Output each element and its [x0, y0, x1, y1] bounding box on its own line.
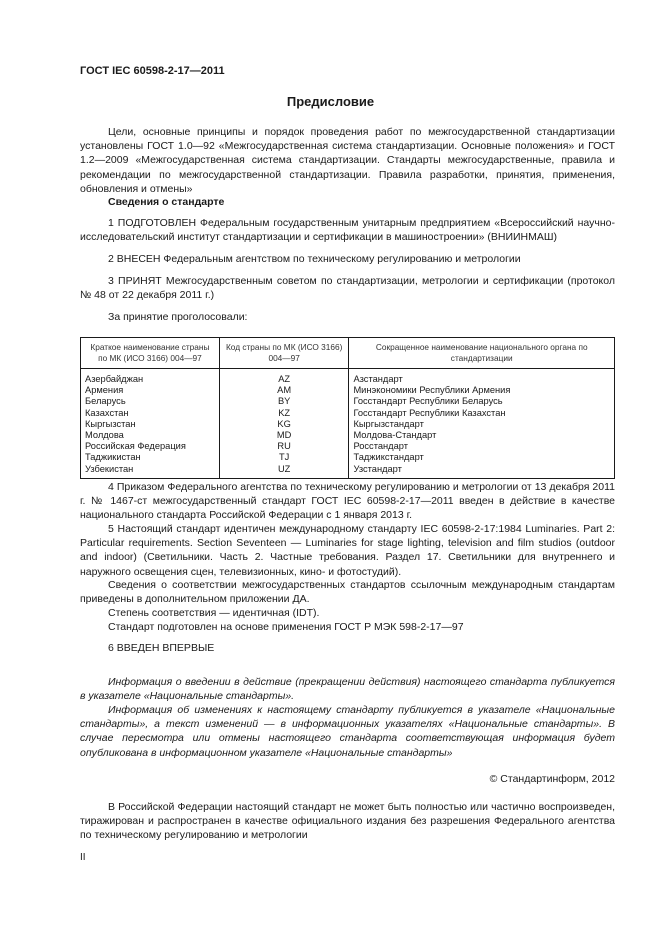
table-row [81, 408, 615, 419]
standards-body: Росстандарт [349, 441, 615, 452]
country-name: Азербайджан [81, 369, 220, 386]
header-country: Краткое наименование страны по МК (ИСО 3166) 004—97 [81, 338, 220, 369]
country-name: Кыргызстан [81, 419, 220, 430]
standards-body: Кыргызстандарт [349, 419, 615, 430]
item-3: 3 ПРИНЯТ Межгосударственным советом по стандартизации, метрологии и сертификации (протокол № 48 от 22 декабря 2011 г.) [80, 275, 615, 302]
country-name: Молдова [81, 430, 220, 441]
table-row [81, 441, 615, 452]
header-body: Сокращенное наименование национального органа по стандартизации [349, 338, 615, 369]
standards-body: Таджикстандарт [349, 452, 615, 463]
item-2: 2 ВНЕСЕН Федеральным агентством по техническому регулированию и метрологии [108, 253, 521, 265]
standards-body: Узстандарт [349, 464, 615, 479]
table-row [81, 464, 615, 479]
rights-notice: В Российской Федерации настоящий стандарт не может быть полностью или частично воспроизведен, тиражирован и распространен в качестве официального издания без разрешения Федерального агентства по техническому регулированию и метрологии [80, 801, 615, 842]
country-name: Таджикистан [81, 452, 220, 463]
country-code: UZ [219, 464, 349, 479]
notice-changes: Информация об изменениях к настоящему стандарту публикуется в указателе «Национальные стандарты», а текст изменений — в информационных указателях «Национальные стандарты». В случае пересмотра или отмены настоящего стандарта соответствующая информация будет опубликована в информационном указателе «Национальные стандарты» [80, 704, 615, 759]
table-header-row [81, 338, 615, 369]
country-code: AM [219, 385, 349, 396]
document-code: ГОСТ IEC 60598-2-17—2011 [80, 65, 225, 77]
item-5-references: Сведения о соответствии межгосударственных стандартов ссылочным международным стандартам приведены в дополнительном приложении ДА. [80, 579, 615, 606]
table-row [81, 419, 615, 430]
standards-body: Госстандарт Республики Казахстан [349, 408, 615, 419]
page-number: II [80, 852, 86, 863]
country-name: Армения [81, 385, 220, 396]
item-1: 1 ПОДГОТОВЛЕН Федеральным государственным унитарным предприятием «Всероссийский научно-исследовательский институт стандартизации и сертификации в машиностроении» (ВНИИНМАШ) [80, 217, 615, 244]
intro-paragraph: Цели, основные принципы и порядок проведения работ по межгосударственной стандартизации установлены ГОСТ 1.0—92 «Межгосударственная система стандартизации. Основные положения» и ГОСТ 1.2—2009 «Межгосударственная система стандартизации. Стандарты межгосударственные, правила и рекомендации по межгосударственной стандартизации. Правила разработки, принятия, применения, обновления и отмены» [80, 126, 615, 195]
table-row [81, 369, 615, 386]
standards-body: Госстандарт Республики Беларусь [349, 396, 615, 407]
country-name: Российская Федерация [81, 441, 220, 452]
item-6: 6 ВВЕДЕН ВПЕРВЫЕ [108, 642, 215, 654]
table-row [81, 452, 615, 463]
country-code: AZ [219, 369, 349, 386]
notice-introduction: Информация о введении в действие (прекращении действия) настоящего стандарта публикуется в указателе «Национальные стандарты». [80, 676, 615, 703]
header-code: Код страны по МК (ИСО 3166) 004—97 [219, 338, 349, 369]
country-name: Казахстан [81, 408, 220, 419]
table-row [81, 396, 615, 407]
standards-body: Азстандарт [349, 369, 615, 386]
country-code: KZ [219, 408, 349, 419]
item-4: 4 Приказом Федерального агентства по техническому регулированию и метрологии от 13 декабря 2011 г. № 1467-ст межгосударственный стандарт ГОСТ IEC 60598-2-17—2011 введен в действие в качестве национального стандарта Российской Федерации с 1 января 2013 г. [80, 481, 615, 522]
vote-label: За принятие проголосовали: [108, 311, 248, 323]
country-name: Беларусь [81, 396, 220, 407]
country-code: RU [219, 441, 349, 452]
country-code: TJ [219, 452, 349, 463]
section-heading: Сведения о стандарте [108, 196, 225, 208]
country-code: BY [219, 396, 349, 407]
country-code: KG [219, 419, 349, 430]
table-row [81, 385, 615, 396]
copyright: © Стандартинформ, 2012 [489, 773, 615, 785]
standards-body: Минэкономики Республики Армения [349, 385, 615, 396]
standards-body: Молдова-Стандарт [349, 430, 615, 441]
country-code: MD [219, 430, 349, 441]
country-name: Узбекистан [81, 464, 220, 479]
table-row [81, 430, 615, 441]
page-title: Предисловие [286, 94, 375, 109]
voting-table [80, 337, 615, 479]
item-5: 5 Настоящий стандарт идентичен международному стандарту IEC 60598-2-17:1984 Luminaries. Part 2: Particular requirements. Section Seventeen — Luminaries for stage lighting, television and film studios (outdoor and indoor) (Светильники. Часть 2. Частные требования. Раздел 17. Светильники для внутреннего и наружного освещения сцен, телевизионных, кино- и фотостудий). [80, 523, 615, 578]
item-5-basis: Стандарт подготовлен на основе применения ГОСТ Р МЭК 598-2-17—97 [108, 621, 464, 633]
item-5-degree: Степень соответствия — идентичная (IDT). [108, 607, 320, 619]
